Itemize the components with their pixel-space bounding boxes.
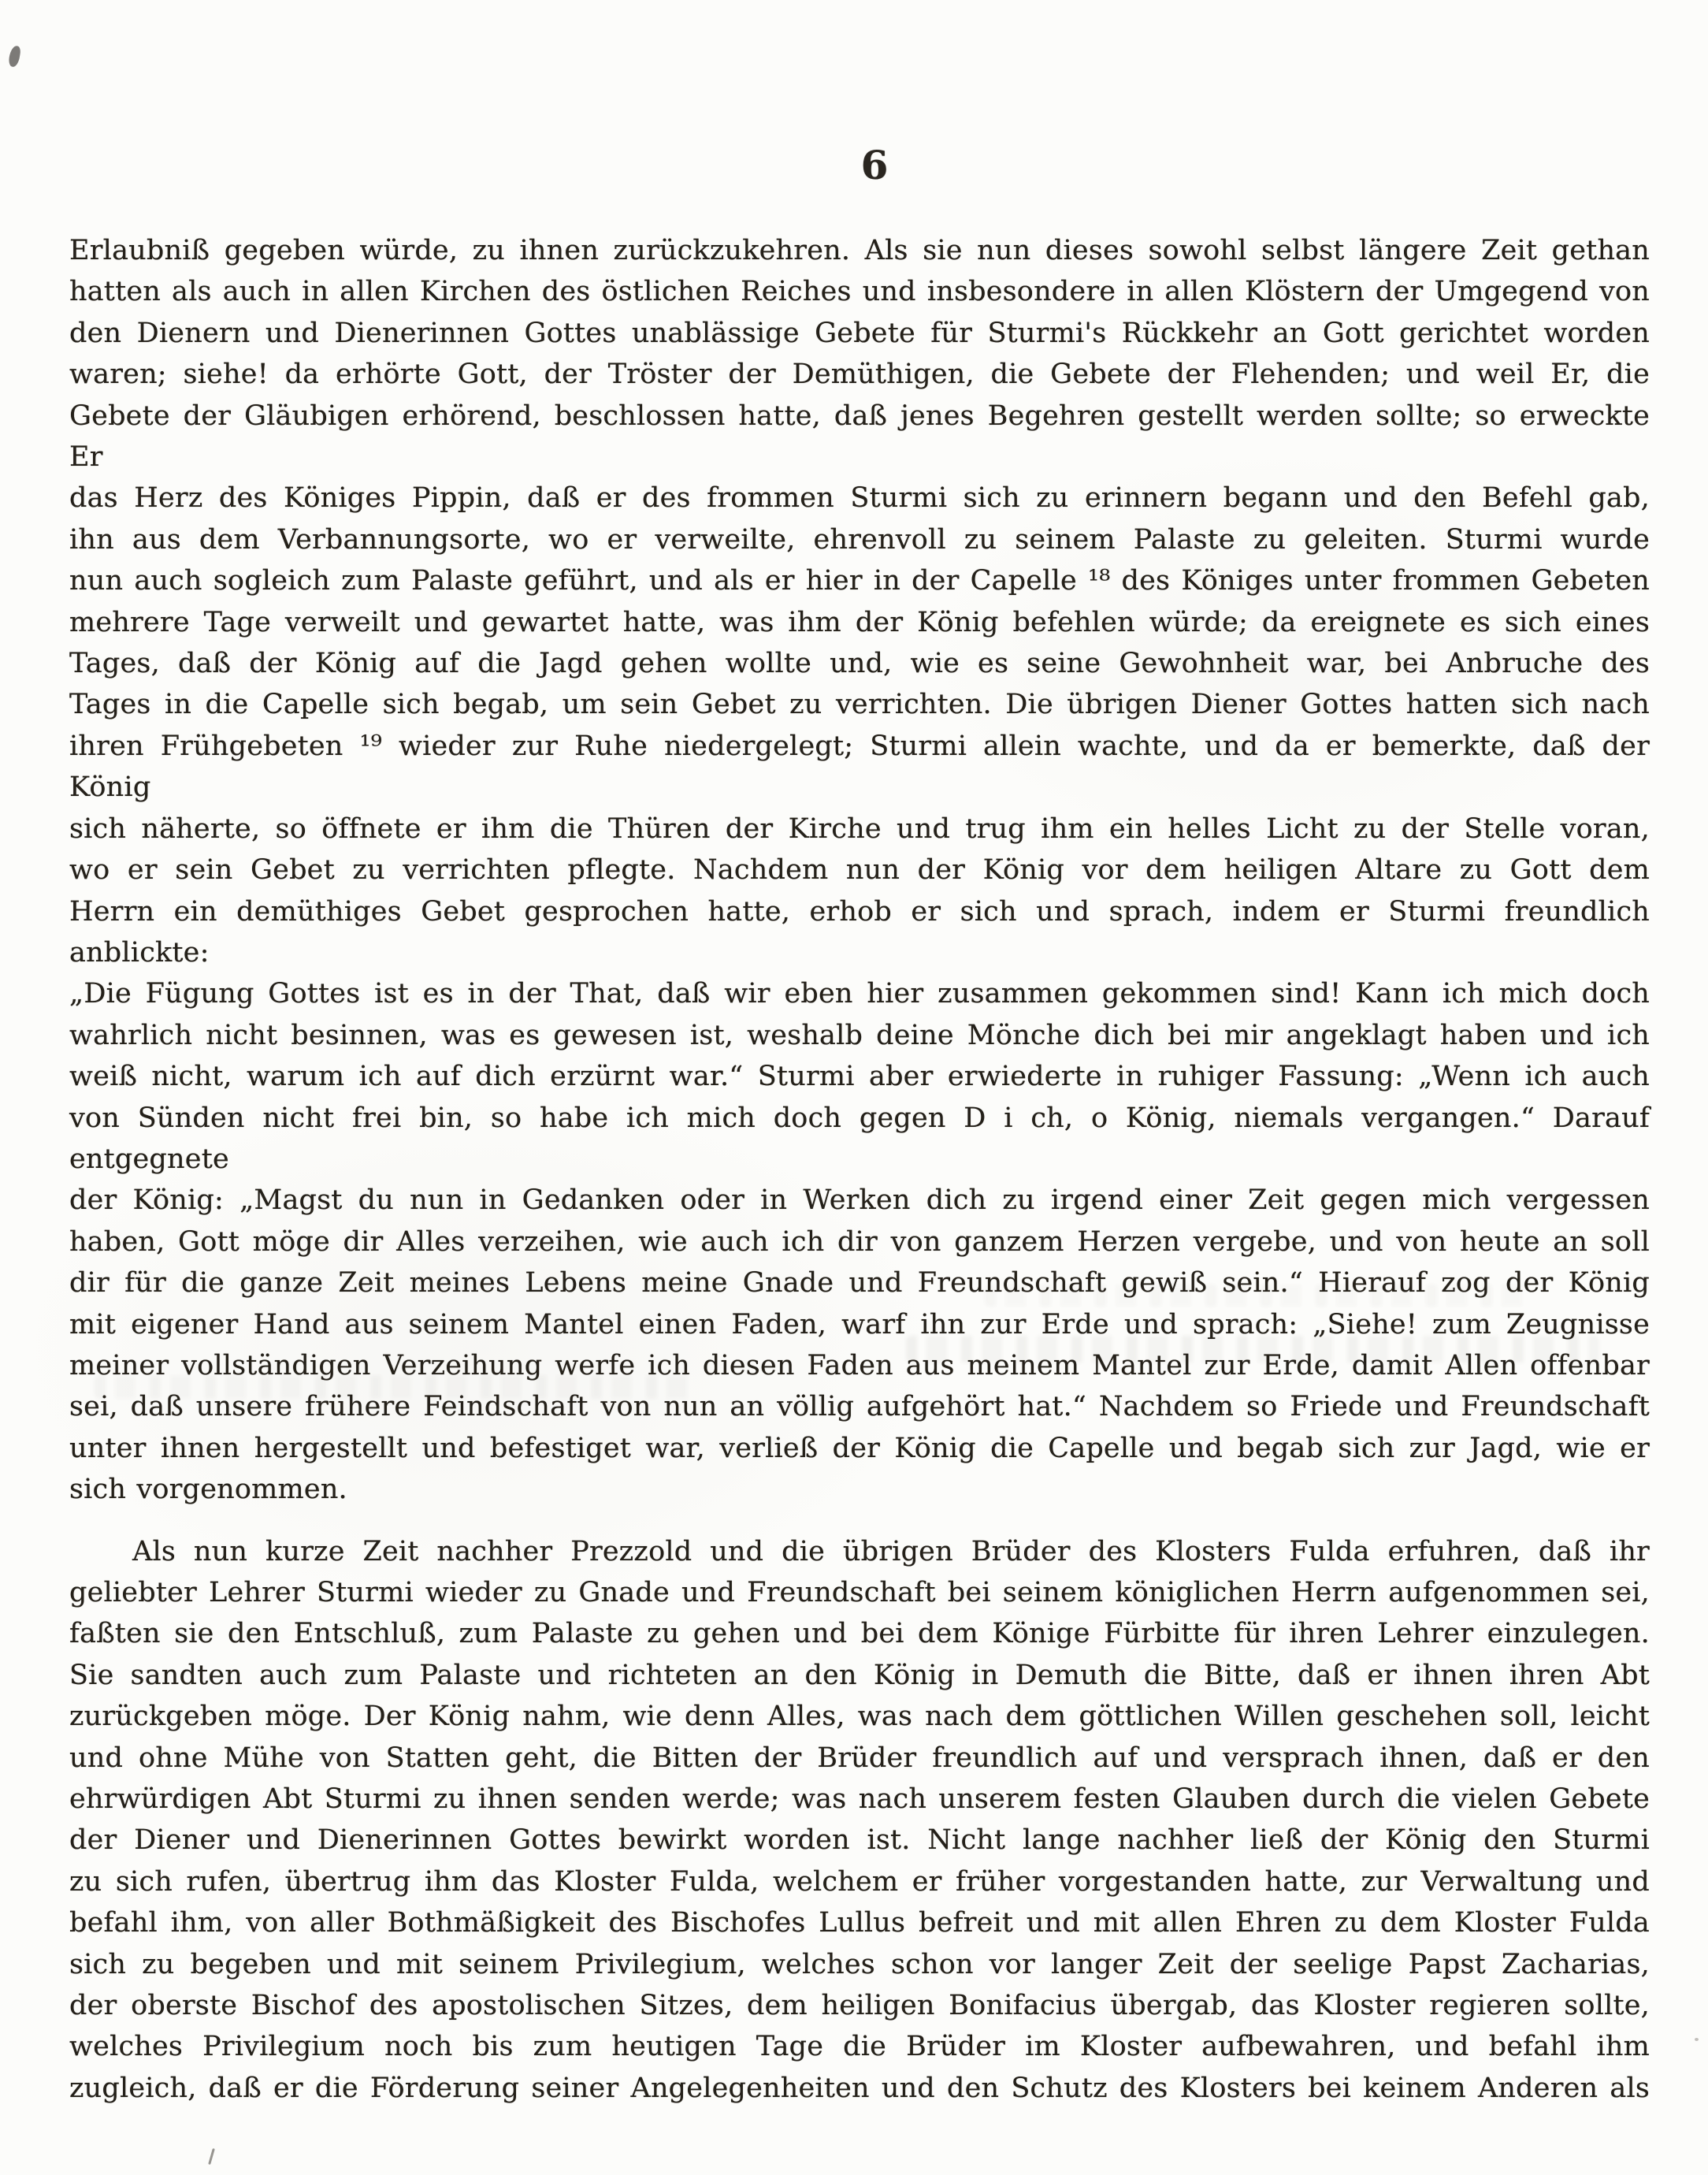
text-line: faßten sie den Entschluß, zum Palaste zu gehen und bei dem Könige Fürbitte für ihren Lehrer einzulegen.	[69, 1618, 1650, 1650]
text-line: mehrere Tage verweilt und gewartet hatte, was ihm der König befehlen würde; da ereignete es sich eines	[69, 606, 1650, 638]
text-line: haben, Gott möge dir Alles verzeihen, wie auch ich dir von ganzem Herzen vergebe, und von heute an soll	[69, 1225, 1650, 1258]
text-line: von Sünden nicht frei bin, so habe ich mich doch gegen D i ch, o König, niemals vergangen.“ Darauf entgegnete	[69, 1102, 1650, 1175]
text-line: unter ihnen hergestellt und befestiget war, verließ der König die Capelle und begab sich zur Jagd, wie er	[69, 1432, 1650, 1464]
page-number: 6	[860, 142, 889, 188]
text-line: ihren Frühgebeten ¹⁹ wieder zur Ruhe niedergelegt; Sturmi allein wachte, und da er bemerkte, daß der König	[69, 730, 1650, 804]
text-line: sei, daß unsere frühere Feindschaft von nun an völlig aufgehört hat.“ Nachdem so Friede und Freundschaft	[69, 1391, 1650, 1423]
text-line: und ohne Mühe von Statten geht, die Bitten der Brüder freundlich auf und versprach ihnen, daß er den	[69, 1742, 1650, 1774]
text-line: zurückgeben möge. Der König nahm, wie denn Alles, was nach dem göttlichen Willen geschehen soll, leicht	[69, 1701, 1650, 1733]
text-line: zu sich rufen, übertrug ihm das Kloster Fulda, welchem er früher vorgestanden hatte, zur Verwaltung und	[69, 1865, 1650, 1898]
text-line: sich zu begeben und mit seinem Privilegium, welches schon vor langer Zeit der seelige Papst Zacharias,	[69, 1948, 1650, 1980]
ink-speck	[208, 2148, 215, 2165]
text-line: weiß nicht, warum ich auf dich erzürnt war.“ Sturmi aber erwiederte in ruhiger Fassung: „Wenn ich auch	[69, 1061, 1650, 1093]
text-line: das Herz des Königes Pippin, daß er des frommen Sturmi sich zu erinnern begann und den Befehl gab,	[69, 482, 1650, 515]
text-line: Gebete der Gläubigen erhörend, beschlossen hatte, daß jenes Begehren gestellt werden sollte; so erweckte Er	[69, 400, 1650, 474]
text-line: meiner vollständigen Verzeihung werfe ich diesen Faden aus meinem Mantel zur Erde, damit Allen offenbar	[69, 1349, 1650, 1381]
text-line: hatten als auch in allen Kirchen des östlichen Reiches und insbesondere in allen Klöstern der Umgegend von	[69, 276, 1650, 308]
text-line: nun auch sogleich zum Palaste geführt, und als er hier in der Capelle ¹⁸ des Königes unter frommen Gebeten	[69, 565, 1650, 597]
text-line: der Diener und Dienerinnen Gottes bewirkt worden ist. Nicht lange nachher ließ der König den Sturmi	[69, 1824, 1650, 1857]
text-line: wahrlich nicht besinnen, was es gewesen ist, weshalb deine Mönche dich bei mir angeklagt haben und ich	[69, 1019, 1650, 1051]
text-line: ihn aus dem Verbannungsorte, wo er verweilte, ehrenvoll zu seinem Palaste zu geleiten. Sturmi wurde	[69, 523, 1650, 556]
text-line: sich näherte, so öffnete er ihm die Thüren der Kirche und trug ihm ein helles Licht zu der Stelle voran,	[69, 812, 1650, 845]
text-line: zugleich, daß er die Förderung seiner Angelegenheiten und den Schutz des Klosters bei keinem Anderen als	[69, 2072, 1650, 2104]
text-line: Als nun kurze Zeit nachher Prezzold und die übrigen Brüder des Klosters Fulda erfuhren, daß ihr	[132, 1535, 1650, 1567]
text-line: befahl ihm, von aller Bothmäßigkeit des Bischofes Lullus befreit und mit allen Ehren zu dem Kloster Fulda	[69, 1907, 1650, 1939]
text-line: den Dienern und Dienerinnen Gottes unablässige Gebete für Sturmi's Rückkehr an Gott gerichtet worden	[69, 317, 1650, 349]
ink-speck	[1695, 2038, 1699, 2041]
text-line: ehrwürdigen Abt Sturmi zu ihnen senden werde; was nach unserem festen Glauben durch die vielen Gebete	[69, 1783, 1650, 1816]
text-block	[69, 230, 1650, 2109]
text-line: Herrn ein demüthiges Gebet gesprochen hatte, erhob er sich und sprach, indem er Sturmi freundlich anblickte:	[69, 895, 1650, 969]
text-line: Tages, daß der König auf die Jagd gehen wollte und, wie es seine Gewohnheit war, bei Anbruche des	[69, 648, 1650, 680]
text-line: Tages in die Capelle sich begab, um sein Gebet zu verrichten. Die übrigen Diener Gottes hatten sich nach	[69, 689, 1650, 721]
text-line: geliebter Lehrer Sturmi wieder zu Gnade und Freundschaft bei seinem königlichen Herrn aufgenommen sei,	[69, 1577, 1650, 1608]
text-line: der König: „Magst du nun in Gedanken oder in Werken dich zu irgend einer Zeit gegen mich vergessen	[69, 1184, 1650, 1217]
text-line: waren; siehe! da erhörte Gott, der Tröster der Demüthigen, die Gebete der Flehenden; und weil Er, die	[69, 359, 1650, 391]
text-line: Sie sandten auch zum Palaste und richteten an den König in Demuth die Bitte, daß er ihnen ihren Abt	[69, 1659, 1650, 1691]
text-line: der oberste Bischof des apostolischen Sitzes, dem heiligen Bonifacius übergab, das Kloster regieren sollte,	[69, 1990, 1650, 2022]
paragraph	[69, 1531, 1650, 2110]
text-line: Erlaubniß gegeben würde, zu ihnen zurückzukehren. Als sie nun dieses sowohl selbst längere Zeit gethan	[69, 235, 1650, 266]
ink-speck	[8, 45, 21, 68]
text-line: welches Privilegium noch bis zum heutigen Tage die Brüder im Kloster aufbewahren, und befahl ihm	[69, 2031, 1650, 2063]
text-line: dir für die ganze Zeit meines Lebens meine Gnade und Freundschaft gewiß sein.“ Hierauf zog der König	[69, 1267, 1650, 1299]
text-line: mit eigener Hand aus seinem Mantel einen Faden, warf ihn zur Erde und sprach: „Siehe! zum Zeugnisse	[69, 1308, 1650, 1340]
text-line: wo er sein Gebet zu verrichten pflegte. Nachdem nun der König vor dem heiligen Altare zu Gott dem	[69, 854, 1650, 887]
text-line: „Die Fügung Gottes ist es in der That, daß wir eben hier zusammen gekommen sind! Kann ich mich doch	[69, 978, 1650, 1010]
text-line: sich vorgenommen.	[69, 1474, 347, 1506]
paragraph	[69, 230, 1650, 1511]
